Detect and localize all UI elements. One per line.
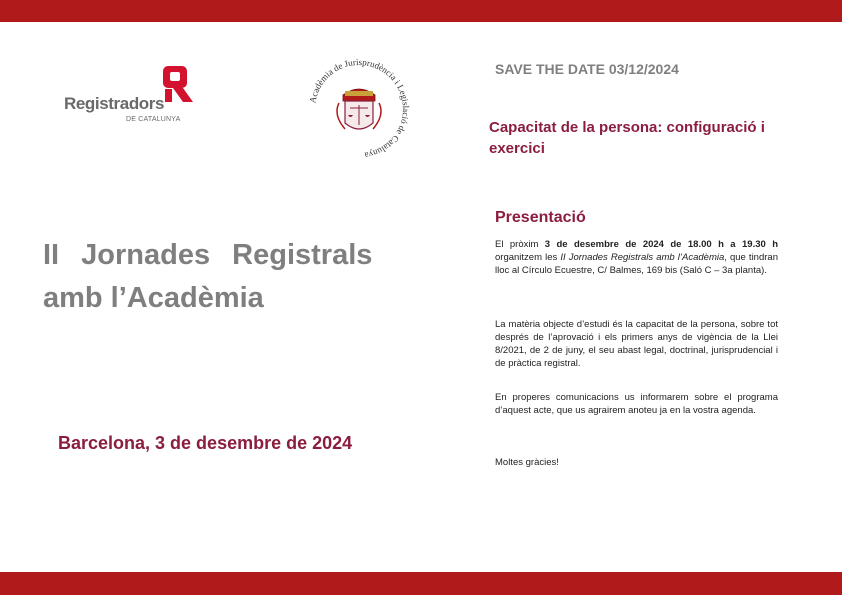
- presentacio-paragraph-3: En properes comunicacions us informarem sobre el programa d’aquest acte, que us agrairem anoteu ja en la vostra agenda.: [495, 392, 778, 416]
- city-date: Barcelona, 3 de desembre de 2024: [58, 433, 353, 453]
- p1-bold-date: 3 de desembre de 2024 de 18.00 h a 19.30 h: [544, 239, 778, 250]
- p1-text-a: El pròxim: [495, 239, 545, 250]
- seal-text: Acadèmia de Jurisprudència i Legislació de Catalunya: [307, 56, 412, 161]
- registradors-logo: [64, 64, 204, 130]
- presentacio-paragraph-1: [495, 238, 778, 277]
- event-subtitle: Capacitat de la persona: configuració i exercici: [489, 119, 765, 157]
- presentacio-paragraph-2: La matèria objecte d’estudi és la capacitat de la persona, sobre tot després de l’aprovació i els primers anys de vigència de la Llei 8/2021, de 2 de juny, el seu abast legal, doctrinal, jurisprudencial i de pràctica registral.: [495, 319, 778, 369]
- registradors-r-icon: [161, 64, 195, 104]
- p1-text-b: organitzem les: [495, 252, 561, 263]
- academia-seal: [303, 53, 415, 165]
- event-title-line2: amb l’Acadèmia: [43, 282, 264, 314]
- event-title: [43, 234, 433, 320]
- p1-italic-event: II Jornades Registrals amb l’Acadèmia: [560, 252, 725, 263]
- top-red-bar: [0, 0, 842, 22]
- presentacio-heading: Presentació: [495, 209, 586, 226]
- logo-brand-text: Registradors: [64, 94, 165, 113]
- bottom-red-bar: [0, 572, 842, 595]
- logo-sub-text: DE CATALUNYA: [126, 116, 181, 123]
- save-the-date: SAVE THE DATE 03/12/2024: [495, 61, 679, 77]
- p1-text-c: , que tindran lloc al Círculo Ecuestre, C/ Balmes, 169 bis (Saló C – 3a planta).: [495, 252, 778, 276]
- presentacio-paragraph-4: Moltes gràcies!: [495, 457, 559, 468]
- event-title-line1: II Jornades Registrals: [43, 239, 373, 271]
- seal-crest: [337, 89, 381, 129]
